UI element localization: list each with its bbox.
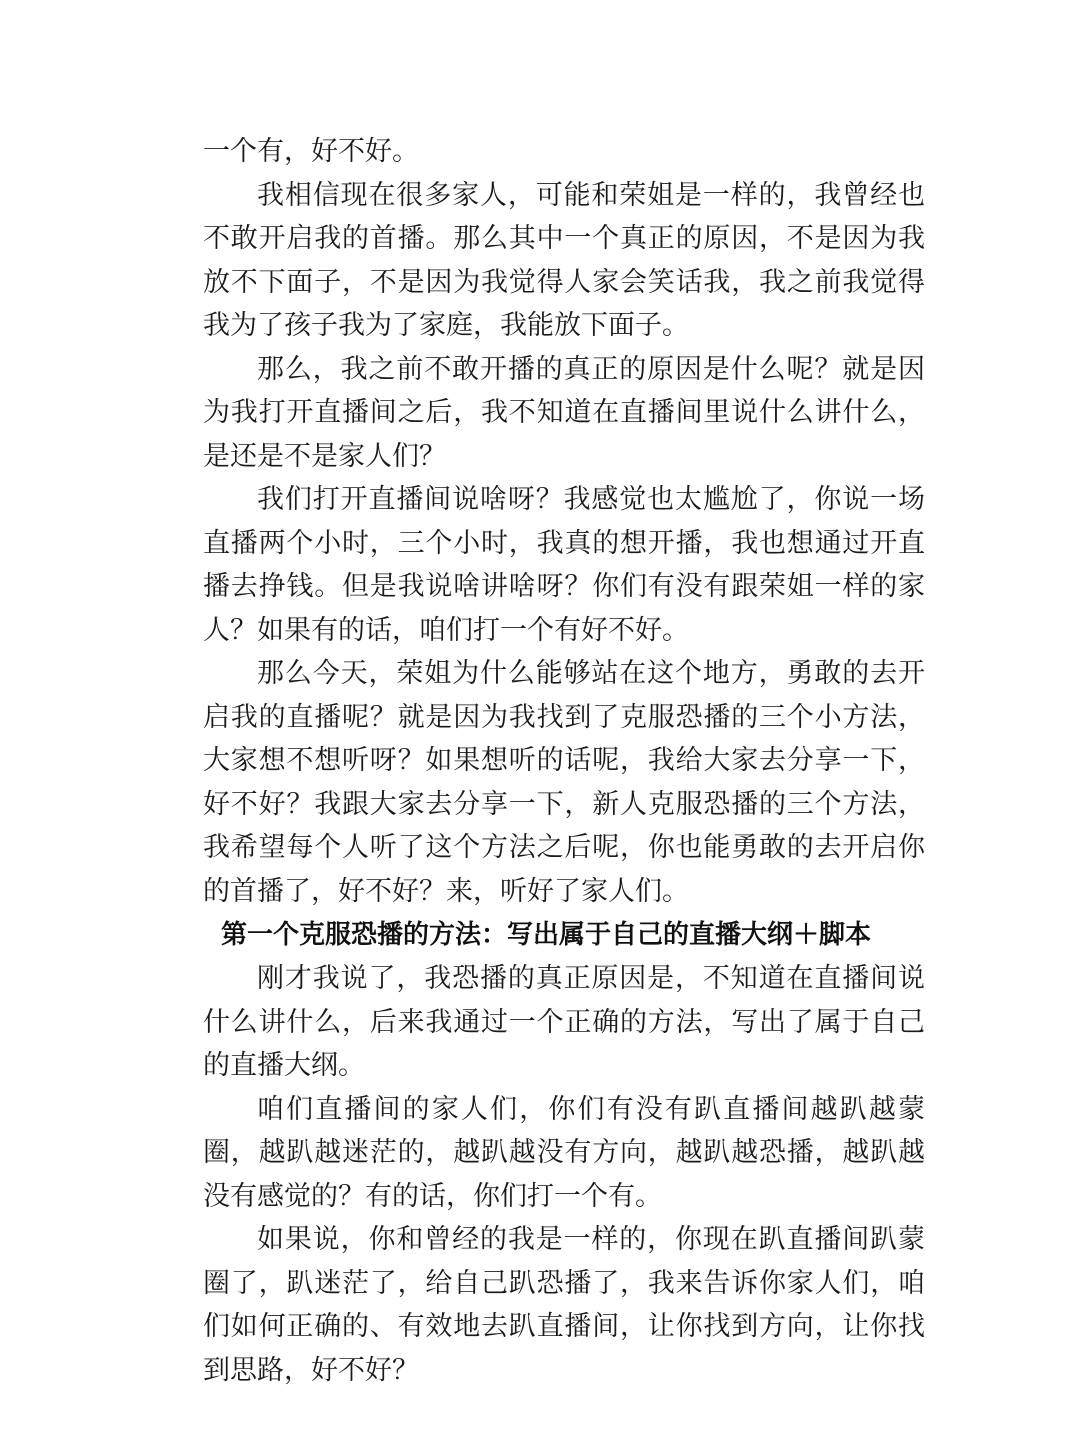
paragraph: 我相信现在很多家人，可能和荣姐是一样的，我曾经也不敢开启我的首播。那么其中一个真正的原因，不是因为我放不下面子，不是因为我觉得人家会笑话我，我之前我觉得我为了孩子我为了家庭，我能放下面子。	[203, 179, 925, 341]
paragraph: 咱们直播间的家人们，你们有没有趴直播间越趴越蒙圈，越趴越迷茫的，越趴越没有方向，越趴越恐播，越趴越没有感觉的？有的话，你们打一个有。	[203, 1093, 925, 1212]
paragraph-continuation: 一个有，好不好。	[203, 136, 419, 167]
section-heading: 第一个克服恐播的方法：写出属于自己的直播大纲＋脚本	[221, 920, 872, 950]
paragraph: 那么今天，荣姐为什么能够站在这个地方，勇敢的去开启我的直播呢？就是因为我找到了克服恐播的三个小方法，大家想不想听呀？如果想听的话呢，我给大家去分享一下，好不好？我跟大家去分享一下，新人克服恐播的三个方法，我希望每个人听了这个方法之后呢，你也能勇敢的去开启你的首播了，好不好？来，听好了家人们。	[203, 658, 925, 907]
paragraph: 那么，我之前不敢开播的真正的原因是什么呢？就是因为我打开直播间之后，我不知道在直播间里说什么讲什么，是还是不是家人们？	[203, 353, 925, 472]
document-body	[203, 130, 925, 1392]
paragraph: 如果说，你和曾经的我是一样的，你现在趴直播间趴蒙圈了，趴迷茫了，给自己趴恐播了，我来告诉你家人们，咱们如何正确的、有效地去趴直播间，让你找到方向，让你找到思路，好不好？	[203, 1224, 925, 1386]
paragraph: 刚才我说了，我恐播的真正原因是，不知道在直播间说什么讲什么，后来我通过一个正确的方法，写出了属于自己的直播大纲。	[203, 963, 925, 1081]
paragraph: 我们打开直播间说啥呀？我感觉也太尴尬了，你说一场直播两个小时，三个小时，我真的想开播，我也想通过开直播去挣钱。但是我说啥讲啥呀？你们有没有跟荣姐一样的家人？如果有的话，咱们打一个有好不好。	[203, 484, 925, 646]
